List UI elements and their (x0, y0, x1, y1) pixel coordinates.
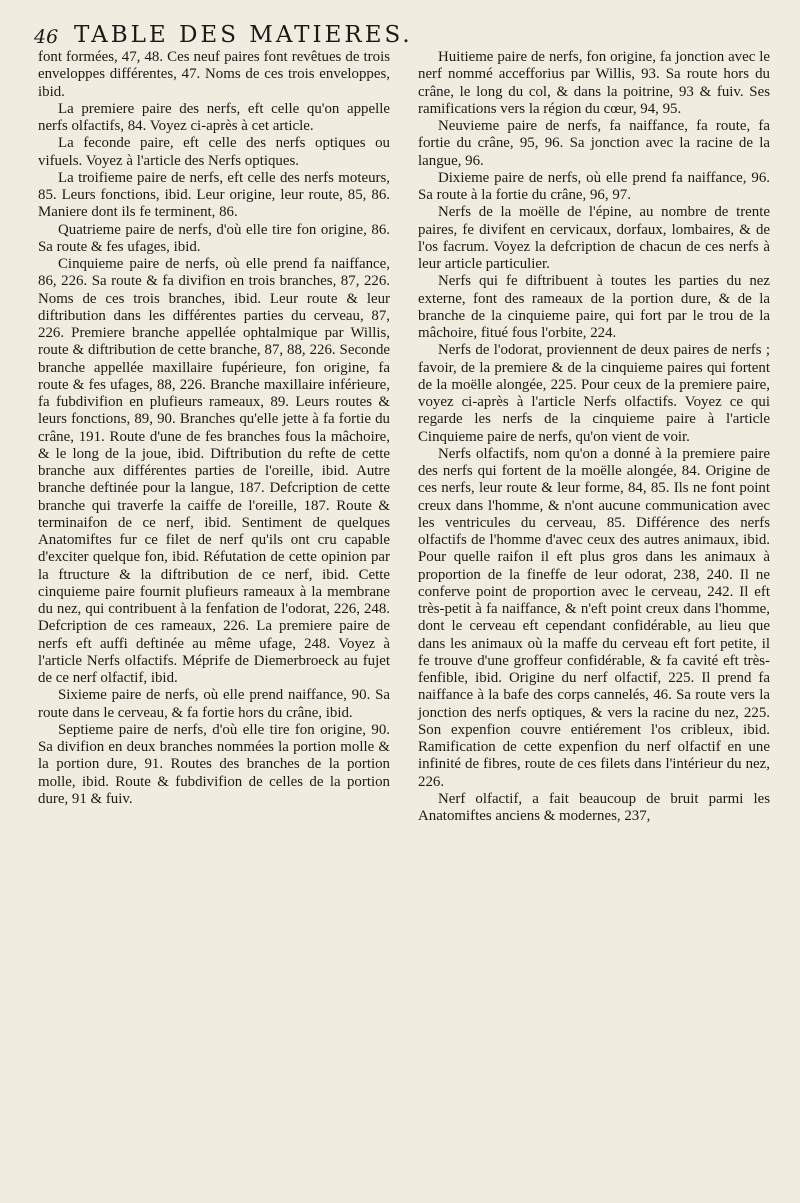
paragraph: Dixieme paire de nerfs, où elle prend fa naiffance, 96. Sa route à la fortie du crâne, 96, 97. (418, 169, 770, 203)
running-head: TABLE DES MATIERES. (74, 22, 413, 48)
paragraph: font formées, 47, 48. Ces neuf paires font revêtues de trois enveloppes différentes, 47. Noms de ces trois enveloppes, ibid. (38, 49, 390, 100)
paragraph: Quatrieme paire de nerfs, d'où elle tire fon origine, 86. Sa route & fes ufages, ibid. (38, 221, 390, 255)
right-column (418, 49, 770, 825)
paragraph: Nerfs de l'odorat, proviennent de deux paires de nerfs ; favoir, de la premiere & de la cinquieme paires qui fortent de la moëlle alongée, 225. Pour ceux de la premiere paire, voyez ci-après à l'article Nerfs olfactifs. Voyez ce qui regarde les nerfs de la cinquieme paire à l'article Cinquieme paire de nerfs, qu'on vient de voir. (418, 342, 770, 445)
paragraph: Nerfs de la moëlle de l'épine, au nombre de trente paires, fe divifent en cervicaux, dorfaux, lombaires, & de l'os facrum. Voyez la defcription de chacun de ces nerfs à leur article particulier. (418, 204, 770, 272)
paragraph: Neuvieme paire de nerfs, fa naiffance, fa route, fa fortie du crâne, 95, 96. Sa jonction avec la racine de la langue, 96. (418, 118, 770, 169)
paragraph: La premiere paire des nerfs, eft celle qu'on appelle nerfs olfactifs, 84. Voyez ci-après à cet article. (38, 100, 390, 134)
paragraph: Nerfs qui fe diftribuent à toutes les parties du nez externe, font des rameaux de la portion dure, & de la branche de la cinquieme paire, qui fort par le trou de la mâchoire, fitué fous l'orbite, 224. (418, 273, 770, 341)
left-column (38, 49, 390, 808)
paragraph: Cinquieme paire de nerfs, où elle prend fa naiffance, 86, 226. Sa route & fa divifion en trois branches, 87, 226. Noms de ces trois branches, ibid. Leur route & leur diftribution dans les différentes parties du cerveau, 87, 226. Premiere branche appellée ophtalmique par Willis, route & diftribution de cette branche, 87, 88, 226. Seconde branche appellée maxillaire fupérieure, fon origine, fa route & fes ufages, 88, 226. Branche maxillaire inférieure, fa fubdivifion en plufieurs rameaux, 89. Leurs routes & leurs fonctions, 89, 90. Branches qu'elle jette à fa fortie du crâne, 191. Route d'une de fes branches fous la mâchoire, & le long de la joue, ibid. Diftribution du refte de cette branche aux différentes parties de l'oreille, ibid. Autre branche deftinée pour la langue, 187. Defcription de cette branche qui traverfe la caiffe de l'oreille, 187. Route & terminaifon de ce nerf, ibid. Sentiment de quelques Anatomiftes fur ce filet de nerf qu'ils ont cru capable d'exciter quelque fon, ibid. Réfutation de cette opinion par la ftructure & la diftribution de ce nerf, ibid. Cette cinquieme paire fournit plufieurs rameaux à la membrane du nez, qui contribuent à la fenfation de l'odorat, 226, 248. Defcription de ces rameaux, 226. La premiere paire de nerfs eft auffi deftinée au même ufage, 248. Voyez à l'article Nerfs olfactifs. Méprife de Diemerbroeck au fujet de ce nerf olfactif, ibid. (38, 256, 390, 686)
paragraph: Sixieme paire de nerfs, où elle prend naiffance, 90. Sa route dans le cerveau, & fa fortie hors du crâne, ibid. (38, 687, 390, 721)
page-number: 46 (34, 26, 59, 48)
paragraph: La feconde paire, eft celle des nerfs optiques ou vifuels. Voyez à l'article des Nerfs optiques. (38, 135, 390, 169)
paragraph: Nerf olfactif, a fait beaucoup de bruit parmi les Anatomiftes anciens & modernes, 237, (418, 790, 770, 824)
paragraph: La troifieme paire de nerfs, eft celle des nerfs moteurs, 85. Leurs fonctions, ibid. Leur origine, leur route, 85, 86. Maniere dont ils fe terminent, 86. (38, 169, 390, 221)
paragraph: Huitieme paire de nerfs, fon origine, fa jonction avec le nerf nommé accefforius par Willis, 93. Sa route hors du crâne, le long du col, & dans la poitrine, 93 & fuiv. Ses ramifications vers la région du cœur, 94, 95. (418, 49, 770, 117)
paragraph: Septieme paire de nerfs, d'où elle tire fon origine, 90. Sa divifion en deux branches nommées la portion molle & la portion dure, 91. Routes des branches de la portion molle, ibid. Route & fubdivifion de celles de la portion dure, 91 & fuiv. (38, 721, 390, 807)
paragraph: Nerfs olfactifs, nom qu'on a donné à la premiere paire des nerfs qui fortent de la moëlle alongée, 84. Origine de ces nerfs, leur route & leur forme, 84, 85. Ils ne font point creux dans l'homme, & n'ont aucune communication avec les ventricules du cerveau, 85. Différence des nerfs olfactifs de l'homme d'avec ceux des autres animaux, ibid. Pour quelle raifon il eft plus gros dans les animaux à proportion de la fineffe de leur odorat, 238, 240. Il ne conferve point de proportion avec le cerveau, 242. Il eft très-petit à fa naiffance, & n'eft point creux dans l'homme, dont le cerveau eft cependant confidérable, au lieu que dans les animaux où la maffe du cerveau eft fort petite, il fe trouve d'une groffeur confidérable, & fa cavité eft très-fenfible, ibid. Origine du nerf olfactif, 225. Il prend fa naiffance à la bafe des corps cannelés, 46. Sa route vers la jonction des nerfs optiques, & vers la racine du nez, 225. Son expenfion couvre entiérement l'os cribleux, ibid. Ramification de cette expenfion du nerf olfactif en une infinité de fibres, route de ces filets dans l'intérieur du nez, 226. (418, 445, 770, 790)
